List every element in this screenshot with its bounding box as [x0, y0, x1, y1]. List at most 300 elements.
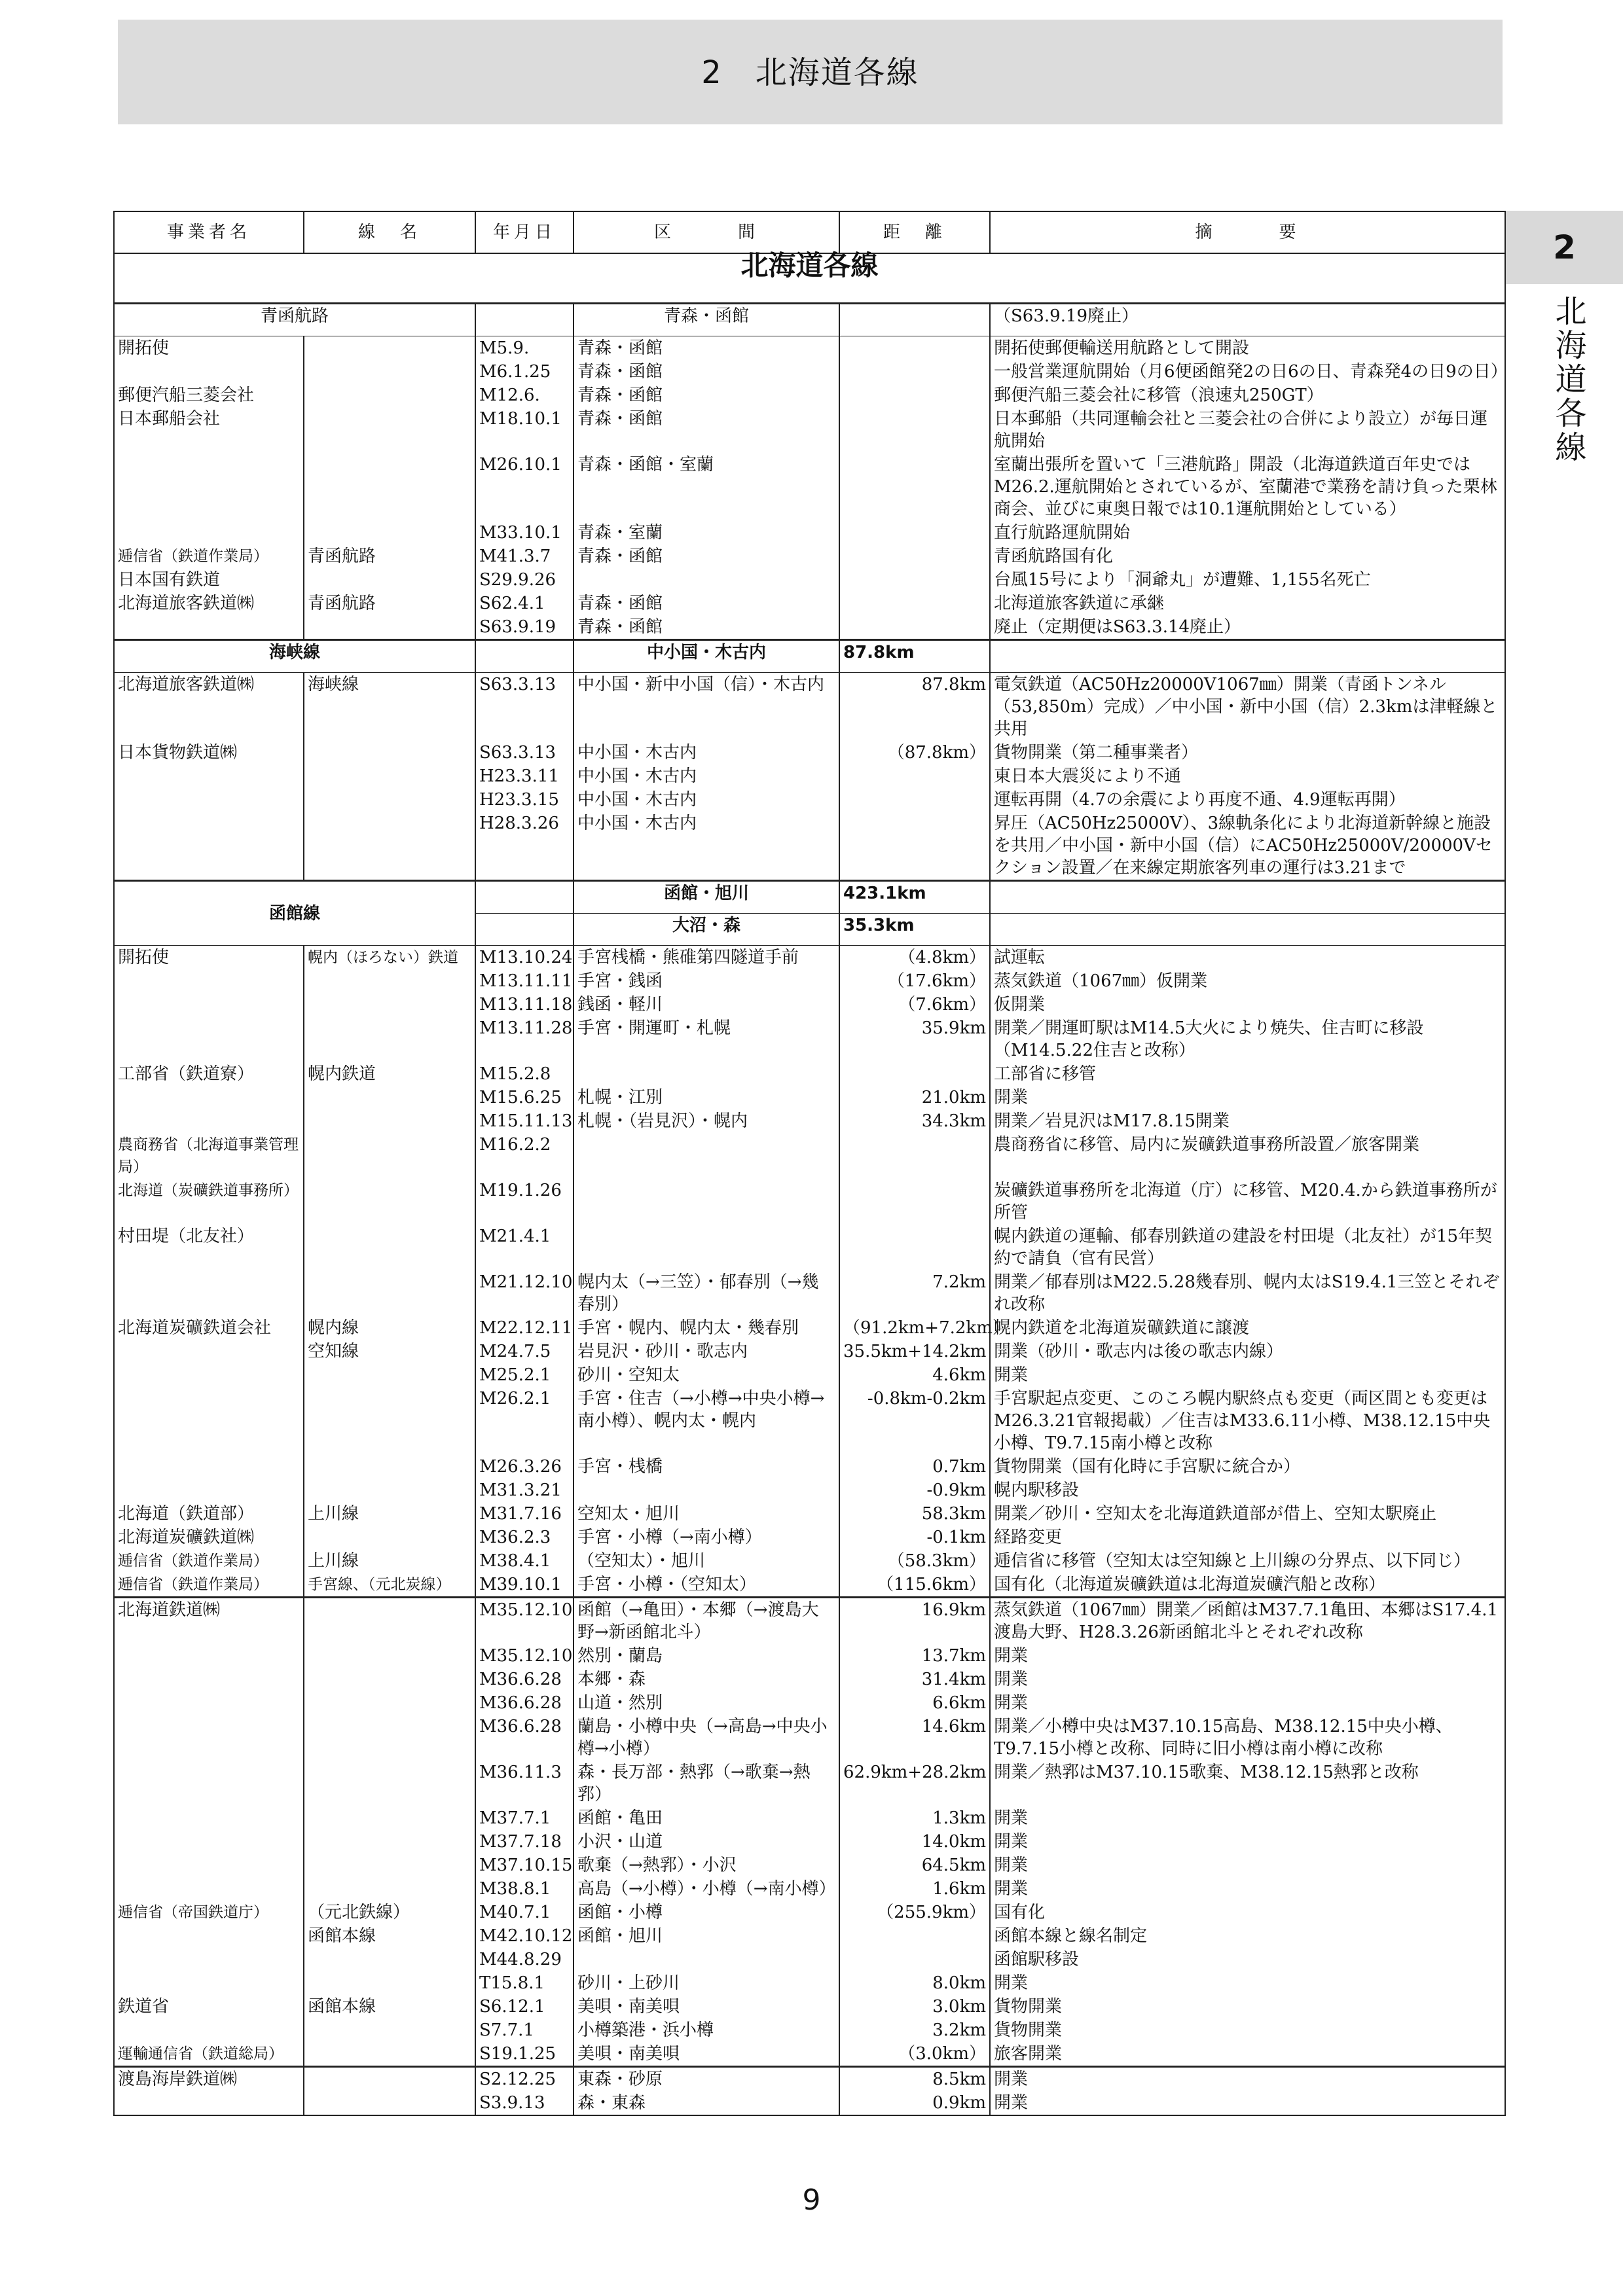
cell-date: S19.1.25	[475, 2042, 574, 2067]
cell-operator	[114, 1715, 304, 1761]
col-header-operator: 事業者名	[114, 211, 304, 253]
section-note	[990, 914, 1505, 946]
cell-date: M15.11.13	[475, 1109, 574, 1133]
cell-distance: 6.6km	[839, 1691, 990, 1715]
cell-line	[304, 1086, 475, 1109]
cell-date: S3.9.13	[475, 2091, 574, 2115]
cell-distance: 0.9km	[839, 2091, 990, 2115]
cell-line	[304, 2042, 475, 2067]
cell-line: 青函航路	[304, 545, 475, 568]
cell-section: 歌棄（→熱郛）・小沢	[574, 1854, 839, 1877]
cell-section: 手宮桟橋・熊碓第四隧道手前	[574, 946, 839, 970]
cell-section: 幌内太（→三笠）・郁春別（→幾春別）	[574, 1270, 839, 1316]
cell-summary: 廃止（定期便はS63.3.14廃止）	[990, 615, 1505, 640]
cell-summary: 直行航路運航開始	[990, 521, 1505, 545]
cell-section	[574, 1062, 839, 1086]
cell-section: 手宮・小樽（→南小樽）	[574, 1526, 839, 1549]
table-row	[114, 788, 1505, 812]
table-row	[114, 1971, 1505, 1995]
col-header-date: 年月日	[475, 211, 574, 253]
header-band	[118, 20, 1503, 124]
cell-line: 上川線	[304, 1502, 475, 1526]
cell-operator: 北海道炭礦鉄道㈱	[114, 1526, 304, 1549]
cell-line: 海峡線	[304, 673, 475, 742]
col-header-summary: 摘 要	[990, 211, 1505, 253]
cell-operator: 渡島海岸鉄道㈱	[114, 2067, 304, 2092]
table-row	[114, 764, 1505, 788]
cell-summary: 昇圧（AC50Hz25000V）、3線軌条化により北海道新幹線と施設を共用／中小国・新中小国（信）にAC50Hz25000V/20000Vセクション設置／在来線定期旅客列車の運行は3.21まで	[990, 812, 1505, 881]
cell-summary: 東日本大震災により不通	[990, 764, 1505, 788]
cell-summary: 農商務省に移管、局内に炭礦鉄道事務所設置／旅客開業	[990, 1133, 1505, 1179]
cell-line	[304, 1691, 475, 1715]
cell-line: 幌内線	[304, 1316, 475, 1340]
cell-line	[304, 1668, 475, 1691]
cell-date: M26.2.1	[475, 1387, 574, 1455]
cell-date: M38.4.1	[475, 1549, 574, 1573]
cell-distance: 62.9km+28.2km	[839, 1761, 990, 1806]
cell-distance: 87.8km	[839, 673, 990, 742]
cell-section	[574, 1225, 839, 1270]
table-row	[114, 673, 1505, 742]
cell-section: 手宮・住吉（→小樽→中央小樽→南小樽）、幌内太・幌内	[574, 1387, 839, 1455]
cell-line	[304, 384, 475, 407]
cell-operator	[114, 764, 304, 788]
cell-section: 空知太・旭川	[574, 1502, 839, 1526]
cell-line	[304, 336, 475, 361]
cell-section: 青森・函館	[574, 545, 839, 568]
cell-distance	[839, 1948, 990, 1971]
cell-line: 青函航路	[304, 592, 475, 615]
cell-date: M26.10.1	[475, 453, 574, 521]
cell-date: M36.6.28	[475, 1715, 574, 1761]
table-row	[114, 993, 1505, 1016]
cell-distance: （3.0km）	[839, 2042, 990, 2067]
cell-distance: （115.6km）	[839, 1573, 990, 1598]
cell-section: 函館（→亀田）・本郷（→渡島大野→新函館北斗）	[574, 1598, 839, 1645]
table-row	[114, 2042, 1505, 2067]
cell-line	[304, 568, 475, 592]
cell-distance	[839, 568, 990, 592]
cell-date: H23.3.11	[475, 764, 574, 788]
table-row	[114, 453, 1505, 521]
cell-distance: （58.3km）	[839, 1549, 990, 1573]
cell-date: M13.11.18	[475, 993, 574, 1016]
cell-summary: 開業／岩見沢はM17.8.15開業	[990, 1109, 1505, 1133]
cell-line	[304, 1270, 475, 1316]
table-row	[114, 1924, 1505, 1948]
table-row	[114, 1340, 1505, 1363]
cell-distance: 1.3km	[839, 1806, 990, 1830]
section-note: （S63.9.19廃止）	[990, 304, 1505, 336]
cell-distance: （17.6km）	[839, 969, 990, 993]
cell-operator	[114, 993, 304, 1016]
cell-operator	[114, 1761, 304, 1806]
cell-section: 小樽築港・浜小樽	[574, 2018, 839, 2042]
table-row	[114, 407, 1505, 453]
cell-summary: 旅客開業	[990, 2042, 1505, 2067]
section-distance	[839, 304, 990, 336]
cell-summary: 室蘭出張所を置いて「三港航路」開設（北海道鉄道百年史ではM26.2.運航開始とされているが、室蘭港で業務を請け負った栗林商会、並びに東奥日報では10.1運航開始としている）	[990, 453, 1505, 521]
cell-summary: 開業／熱郛はM37.10.15歌棄、M38.12.15熱郛と改称	[990, 1761, 1505, 1806]
cell-summary: 函館本線と線名制定	[990, 1924, 1505, 1948]
cell-line	[304, 407, 475, 453]
cell-summary: 仮開業	[990, 993, 1505, 1016]
table-header-row	[114, 211, 1505, 253]
cell-distance: （7.6km）	[839, 993, 990, 1016]
cell-date: M25.2.1	[475, 1363, 574, 1387]
cell-operator	[114, 969, 304, 993]
cell-date: M38.8.1	[475, 1877, 574, 1901]
table-row	[114, 592, 1505, 615]
cell-section: 手宮・銭函	[574, 969, 839, 993]
cell-summary: 幌内鉄道を北海道炭礦鉄道に譲渡	[990, 1316, 1505, 1340]
cell-distance	[839, 788, 990, 812]
cell-line	[304, 788, 475, 812]
cell-date: S29.9.26	[475, 568, 574, 592]
table-row	[114, 1668, 1505, 1691]
cell-section: 函館・旭川	[574, 1924, 839, 1948]
cell-summary: 一般営業運航開始（月6便函館発2の日6の日、青森発4の日9の日）	[990, 360, 1505, 384]
table-row	[114, 1225, 1505, 1270]
cell-section: 札幌・（岩見沢）・幌内	[574, 1109, 839, 1133]
cell-section: 高島（→小樽）・小樽（→南小樽）	[574, 1877, 839, 1901]
cell-operator	[114, 1924, 304, 1948]
cell-operator: 郵便汽船三菱会社	[114, 384, 304, 407]
cell-line	[304, 360, 475, 384]
cell-date: S63.9.19	[475, 615, 574, 640]
cell-operator: 逓信省（鉄道作業局）	[114, 1573, 304, 1598]
cell-summary: 貨物開業（第二種事業者）	[990, 741, 1505, 764]
cell-distance: 14.6km	[839, 1715, 990, 1761]
cell-line: 幌内鉄道	[304, 1062, 475, 1086]
cell-distance	[839, 592, 990, 615]
cell-operator	[114, 1806, 304, 1830]
cell-summary: 開業	[990, 1363, 1505, 1387]
cell-summary: 手宮駅起点変更、このころ幌内駅終点も変更（両区間とも変更はM26.3.21官報掲載）／住吉はM33.6.11小樽、M38.12.15中央小樽、T9.7.15南小樽と改称	[990, 1387, 1505, 1455]
cell-date: H28.3.26	[475, 812, 574, 881]
cell-summary: 逓信省に移管（空知太は空知線と上川線の分界点、以下同じ）	[990, 1549, 1505, 1573]
cell-date: M35.12.10	[475, 1598, 574, 1645]
table-row	[114, 2018, 1505, 2042]
cell-line	[304, 1761, 475, 1806]
cell-summary: 開業	[990, 1086, 1505, 1109]
cell-distance: 34.3km	[839, 1109, 990, 1133]
cell-section: 青森・函館	[574, 360, 839, 384]
cell-section: 青森・函館	[574, 336, 839, 361]
cell-line	[304, 1479, 475, 1502]
cell-section: 手宮・開運町・札幌	[574, 1016, 839, 1062]
cell-summary: 試運転	[990, 946, 1505, 970]
cell-date: M44.8.29	[475, 1948, 574, 1971]
cell-section: 本郷・森	[574, 1668, 839, 1691]
cell-operator	[114, 1455, 304, 1479]
chapter-side-label: 北海道各線	[1550, 295, 1586, 465]
cell-date: M15.2.8	[475, 1062, 574, 1086]
cell-operator: 逓信省（帝国鉄道庁）	[114, 1901, 304, 1924]
cell-operator	[114, 1691, 304, 1715]
section-name: 函館線	[114, 881, 475, 946]
cell-date: M40.7.1	[475, 1901, 574, 1924]
table-row	[114, 1316, 1505, 1340]
cell-distance	[839, 360, 990, 384]
cell-summary: 電気鉄道（AC50Hz20000V1067㎜）開業（青函トンネル（53,850m）完成）／中小国・新中小国（信）2.3kmは津軽線と共用	[990, 673, 1505, 742]
cell-operator	[114, 1830, 304, 1854]
cell-section	[574, 1179, 839, 1225]
cell-section	[574, 1948, 839, 1971]
cell-operator: 日本貨物鉄道㈱	[114, 741, 304, 764]
cell-date: M36.6.28	[475, 1691, 574, 1715]
cell-line	[304, 1363, 475, 1387]
table-row	[114, 1549, 1505, 1573]
cell-date: M13.10.24	[475, 946, 574, 970]
cell-section: 小沢・山道	[574, 1830, 839, 1854]
cell-section: 森・東森	[574, 2091, 839, 2115]
cell-summary: 開業／開運町駅はM14.5大火により焼失、住吉町に移設（M14.5.22住吉と改称）	[990, 1016, 1505, 1062]
table-row	[114, 1502, 1505, 1526]
cell-line	[304, 2018, 475, 2042]
table-row	[114, 1086, 1505, 1109]
cell-line	[304, 1715, 475, 1761]
table-row	[114, 1995, 1505, 2018]
cell-distance: 35.5km+14.2km	[839, 1340, 990, 1363]
cell-date: M18.10.1	[475, 407, 574, 453]
cell-section: （空知太）・旭川	[574, 1549, 839, 1573]
cell-operator	[114, 1668, 304, 1691]
cell-date: M36.11.3	[475, 1761, 574, 1806]
section-route: 函館・旭川	[574, 881, 839, 914]
cell-operator	[114, 1644, 304, 1668]
cell-operator	[114, 1971, 304, 1995]
cell-section: 札幌・江別	[574, 1086, 839, 1109]
cell-section: 銭函・軽川	[574, 993, 839, 1016]
cell-date: M42.10.12	[475, 1924, 574, 1948]
cell-section: 函館・小樽	[574, 1901, 839, 1924]
cell-date: M13.11.11	[475, 969, 574, 993]
section-distance: 87.8km	[839, 640, 990, 673]
table-row	[114, 741, 1505, 764]
cell-section: 美唄・南美唄	[574, 1995, 839, 2018]
cell-distance: 7.2km	[839, 1270, 990, 1316]
cell-operator: 逓信省（鉄道作業局）	[114, 545, 304, 568]
cell-date: M22.12.11	[475, 1316, 574, 1340]
cell-summary: 貨物開業	[990, 2018, 1505, 2042]
table-row	[114, 1644, 1505, 1668]
cell-operator	[114, 1086, 304, 1109]
section-distance: 423.1km	[839, 881, 990, 914]
cell-line: 上川線	[304, 1549, 475, 1573]
cell-distance: 14.0km	[839, 1830, 990, 1854]
cell-distance	[839, 1924, 990, 1948]
cell-summary: 開業	[990, 2091, 1505, 2115]
table-row	[114, 1109, 1505, 1133]
cell-summary: 幌内駅移設	[990, 1479, 1505, 1502]
table-row	[114, 1715, 1505, 1761]
cell-line: 手宮線、（元北炭線）	[304, 1573, 475, 1598]
table-row	[114, 969, 1505, 993]
cell-line	[304, 2067, 475, 2092]
cell-distance	[839, 407, 990, 453]
cell-date: M31.7.16	[475, 1502, 574, 1526]
cell-date: M36.2.3	[475, 1526, 574, 1549]
cell-distance	[839, 812, 990, 881]
cell-operator: 逓信省（鉄道作業局）	[114, 1549, 304, 1573]
section-distance-2: 35.3km	[839, 914, 990, 946]
cell-distance: 31.4km	[839, 1668, 990, 1691]
cell-operator: 北海道炭礦鉄道会社	[114, 1316, 304, 1340]
cell-section: 砂川・上砂川	[574, 1971, 839, 1995]
cell-summary: 開業	[990, 1806, 1505, 1830]
cell-summary: 開業	[990, 1971, 1505, 1995]
cell-distance: 35.9km	[839, 1016, 990, 1062]
page-number: 9	[802, 2183, 821, 2217]
table-row	[114, 1761, 1505, 1806]
cell-line	[304, 1948, 475, 1971]
cell-line	[304, 1016, 475, 1062]
cell-distance	[839, 336, 990, 361]
cell-date: S7.7.1	[475, 2018, 574, 2042]
cell-distance: 8.0km	[839, 1971, 990, 1995]
cell-operator: 村田堤（北友社）	[114, 1225, 304, 1270]
cell-operator: 運輸通信省（鉄道総局）	[114, 2042, 304, 2067]
cell-summary: 炭礦鉄道事務所を北海道（庁）に移管、M20.4.から鉄道事務所が所管	[990, 1179, 1505, 1225]
cell-section: 山道・然別	[574, 1691, 839, 1715]
section-name: 青函航路	[114, 304, 475, 336]
cell-line	[304, 615, 475, 640]
cell-line	[304, 1971, 475, 1995]
cell-line: （元北鉄線）	[304, 1901, 475, 1924]
section-spacer	[475, 881, 574, 914]
table-row	[114, 336, 1505, 361]
section-spacer	[475, 914, 574, 946]
table-row	[114, 545, 1505, 568]
section-note	[990, 640, 1505, 673]
cell-distance	[839, 615, 990, 640]
cell-section: 青森・函館・室蘭	[574, 453, 839, 521]
cell-date: M36.6.28	[475, 1668, 574, 1691]
cell-line: 函館本線	[304, 1995, 475, 2018]
cell-operator	[114, 453, 304, 521]
cell-distance	[839, 1133, 990, 1179]
table-row	[114, 1363, 1505, 1387]
cell-distance: 0.7km	[839, 1455, 990, 1479]
section-route-2: 大沼・森	[574, 914, 839, 946]
cell-summary: 蒸気鉄道（1067㎜）仮開業	[990, 969, 1505, 993]
cell-distance	[839, 453, 990, 521]
cell-distance: 4.6km	[839, 1363, 990, 1387]
table-row	[114, 1479, 1505, 1502]
cell-section: 青森・函館	[574, 407, 839, 453]
cell-operator	[114, 615, 304, 640]
cell-line: 空知線	[304, 1340, 475, 1363]
cell-operator: 北海道旅客鉄道㈱	[114, 673, 304, 742]
cell-distance: -0.9km	[839, 1479, 990, 1502]
cell-line	[304, 1455, 475, 1479]
table-row	[114, 1806, 1505, 1830]
railway-history-table	[113, 211, 1506, 2116]
cell-distance: 64.5km	[839, 1854, 990, 1877]
cell-section: 青森・函館	[574, 615, 839, 640]
cell-date: H23.3.15	[475, 788, 574, 812]
cell-section: 手宮・小樽・（空知太）	[574, 1573, 839, 1598]
table-row	[114, 360, 1505, 384]
cell-summary: 開業／郁春別はM22.5.28幾春別、幌内太はS19.4.1三笠とそれぞれ改称	[990, 1270, 1505, 1316]
cell-section: 中小国・木古内	[574, 788, 839, 812]
cell-line	[304, 969, 475, 993]
cell-line	[304, 2091, 475, 2115]
cell-summary: 開業／小樽中央はM37.10.15高島、M38.12.15中央小樽、T9.7.15小樽と改称、同時に旧小樽は南小樽に改称	[990, 1715, 1505, 1761]
cell-operator	[114, 360, 304, 384]
cell-operator	[114, 521, 304, 545]
cell-section: 函館・亀田	[574, 1806, 839, 1830]
cell-date: M13.11.28	[475, 1016, 574, 1062]
cell-date: M37.7.18	[475, 1830, 574, 1854]
page-title: 2 北海道各線	[701, 54, 919, 91]
table-row	[114, 1270, 1505, 1316]
cell-operator	[114, 1479, 304, 1502]
cell-section: 手宮・幌内、幌内太・幾春別	[574, 1316, 839, 1340]
cell-line	[304, 453, 475, 521]
cell-line	[304, 993, 475, 1016]
table-row	[114, 1854, 1505, 1877]
cell-line	[304, 1644, 475, 1668]
section-route: 青森・函館	[574, 304, 839, 336]
chapter-number: 2	[1553, 228, 1576, 266]
cell-operator	[114, 1948, 304, 1971]
cell-section	[574, 1133, 839, 1179]
cell-operator: 農商務省（北海道事業管理局）	[114, 1133, 304, 1179]
cell-section: 手宮・桟橋	[574, 1455, 839, 1479]
cell-summary: 青函航路国有化	[990, 545, 1505, 568]
cell-distance: 3.2km	[839, 2018, 990, 2042]
table-row	[114, 812, 1505, 881]
cell-summary: 函館駅移設	[990, 1948, 1505, 1971]
cell-summary: 蒸気鉄道（1067㎜）開業／函館はM37.7.1亀田、本郷はS17.4.1渡島大野、H28.3.26新函館北斗とそれぞれ改称	[990, 1598, 1505, 1645]
cell-summary: 開業／砂川・空知太を北海道鉄道部が借上、空知太駅廃止	[990, 1502, 1505, 1526]
cell-section: 美唄・南美唄	[574, 2042, 839, 2067]
cell-summary: 国有化	[990, 1901, 1505, 1924]
section-note	[990, 881, 1505, 914]
cell-summary: 開業	[990, 1644, 1505, 1668]
cell-distance: （91.2km+7.2km）	[839, 1316, 990, 1340]
cell-operator: 鉄道省	[114, 1995, 304, 2018]
cell-distance: 3.0km	[839, 1995, 990, 2018]
cell-line	[304, 1133, 475, 1179]
cell-distance: 58.3km	[839, 1502, 990, 1526]
cell-date: S63.3.13	[475, 741, 574, 764]
table-row	[114, 1179, 1505, 1225]
cell-operator	[114, 788, 304, 812]
cell-operator	[114, 1109, 304, 1133]
cell-summary: 開業	[990, 1877, 1505, 1901]
cell-date: M21.4.1	[475, 1225, 574, 1270]
cell-operator	[114, 1340, 304, 1363]
table-row	[114, 1901, 1505, 1924]
cell-date: S62.4.1	[475, 592, 574, 615]
cell-date: T15.8.1	[475, 1971, 574, 1995]
cell-line	[304, 764, 475, 788]
cell-summary: 貨物開業	[990, 1995, 1505, 2018]
cell-summary: 日本郵船（共同運輸会社と三菱会社の合併により設立）が毎日運航開始	[990, 407, 1505, 453]
cell-operator	[114, 812, 304, 881]
cell-distance	[839, 521, 990, 545]
cell-section: 中小国・木古内	[574, 741, 839, 764]
cell-operator	[114, 1387, 304, 1455]
cell-section: 東森・砂原	[574, 2067, 839, 2092]
cell-operator: 北海道鉄道㈱	[114, 1598, 304, 1645]
cell-operator: 開拓使	[114, 336, 304, 361]
cell-section: 森・長万部・熱郛（→歌棄→熱郛）	[574, 1761, 839, 1806]
cell-operator: 開拓使	[114, 946, 304, 970]
